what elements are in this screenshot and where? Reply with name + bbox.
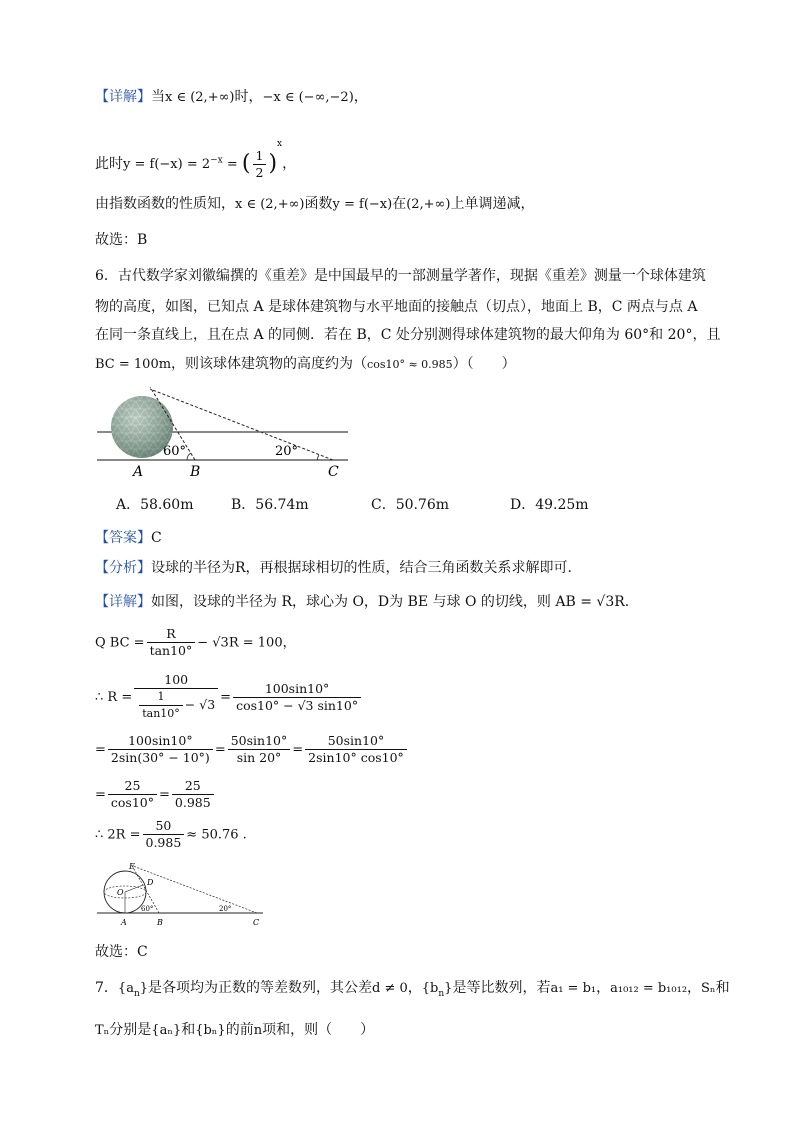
angle-60-label: 60° [163, 444, 187, 459]
answer-line: 【答案】C [95, 530, 162, 546]
fig2-ang20: 20° [219, 905, 232, 913]
q6-line-4: BC = 100m，则该球体建筑物的高度约为（cos10° ≈ 0.985）（ ） [95, 356, 516, 372]
sphere-figure-1 [95, 385, 355, 480]
choose-c: 故选：C [95, 944, 148, 960]
option-c: C．50.76m [371, 497, 450, 513]
fig2-o: O [117, 888, 124, 897]
option-b: B．56.74m [231, 497, 309, 513]
option-a: A．58.60m [116, 497, 194, 513]
equation-1: Q BC = $\frac{R}{\tan 10^\circ}$ − √3R = 100， [95, 626, 296, 658]
fig2-b: B [157, 918, 163, 927]
equation-5: ∴ 2R = $\frac{50}{0.985}$ ≈ 50.76 . [95, 818, 247, 850]
fig2-e: E [129, 862, 135, 871]
sphere-figure-2 [95, 858, 275, 930]
choose-b: 故选：B [95, 232, 148, 248]
detail-line-q6: 【详解】如图，设球的半径为 R，球心为 O，D为 BE 与球 O 的切线，则 AB = √3R. [95, 594, 630, 610]
detail-line-2: 此时$y = f(-x) = 2^{-x}$ = ( $\frac{1}{2}$ )$^x$， [95, 139, 297, 180]
fig2-a: A [121, 918, 127, 927]
equation-2: ∴ R = 100 $\frac{1}{\tan 10^\circ}$ − √3 = $\frac{100\sin 10^\circ}{\cos 10^\circ - √3 \sin 10^\circ}$ [95, 672, 363, 722]
detail-tag: 【详解】 [95, 89, 151, 105]
angle-20-label: 20° [275, 444, 299, 459]
point-a-label: A [133, 464, 144, 480]
equation-4: = $\frac{25}{\cos 10^\circ}$ = $\frac{25}{0.985}$ [95, 778, 216, 811]
fig2-c: C [253, 918, 260, 927]
point-b-label: B [190, 464, 201, 480]
equation-3: = $\frac{100\sin 10^\circ}{2\sin(30^\circ - 10^\circ)}$ = $\frac{50\sin 10^\circ}{\sin 20^\circ}$ = $\frac{50\sin 10^\circ}{2\sin 10^\circ \cos 10^\circ}$ [95, 733, 409, 766]
fig2-ang60: 60° [141, 905, 154, 913]
q6-line-1: 6．古代数学家刘徽编撰的《重差》是中国最早的一部测量学著作，现据《重差》测量一个球体建筑 [95, 268, 706, 284]
q7-line-1: 7．$\{a_n\}$是各项均为正数的等差数列，其公差d ≠ 0，$\{b_n\}$是等比数列，若a₁ = b₁，a₁₀₁₂ = b₁₀₁₂，Sₙ和 [95, 980, 730, 999]
point-c-label: C [328, 464, 339, 480]
q6-line-3: 在同一条直线上，且在点 A 的同侧．若在 B，C 处分别测得球体建筑物的最大仰角为 60°和 20°，且 [95, 327, 721, 343]
option-d: D．49.25m [510, 497, 589, 513]
q6-line-2: 物的高度，如图，已知点 A 是球体建筑物与水平地面的接触点（切点），地面上 B，C 两点与点 A [95, 299, 698, 315]
q7-line-2: Tₙ分别是{aₙ}和{bₙ}的前n项和，则（ ） [95, 1022, 375, 1038]
analysis-line: 【分析】设球的半径为R，再根据球相切的性质，结合三角函数关系求解即可. [95, 560, 572, 576]
half-fraction: $\frac{1}{2}$ [253, 148, 267, 181]
detail-line-1: 【详解】当x ∈ (2,+∞)时，−x ∈ (−∞,−2)， [95, 89, 368, 105]
detail-line-3: 由指数函数的性质知，x ∈ (2,+∞)函数y = f(−x)在(2,+∞)上单调递减， [95, 196, 535, 212]
fig2-d: D [147, 878, 154, 887]
